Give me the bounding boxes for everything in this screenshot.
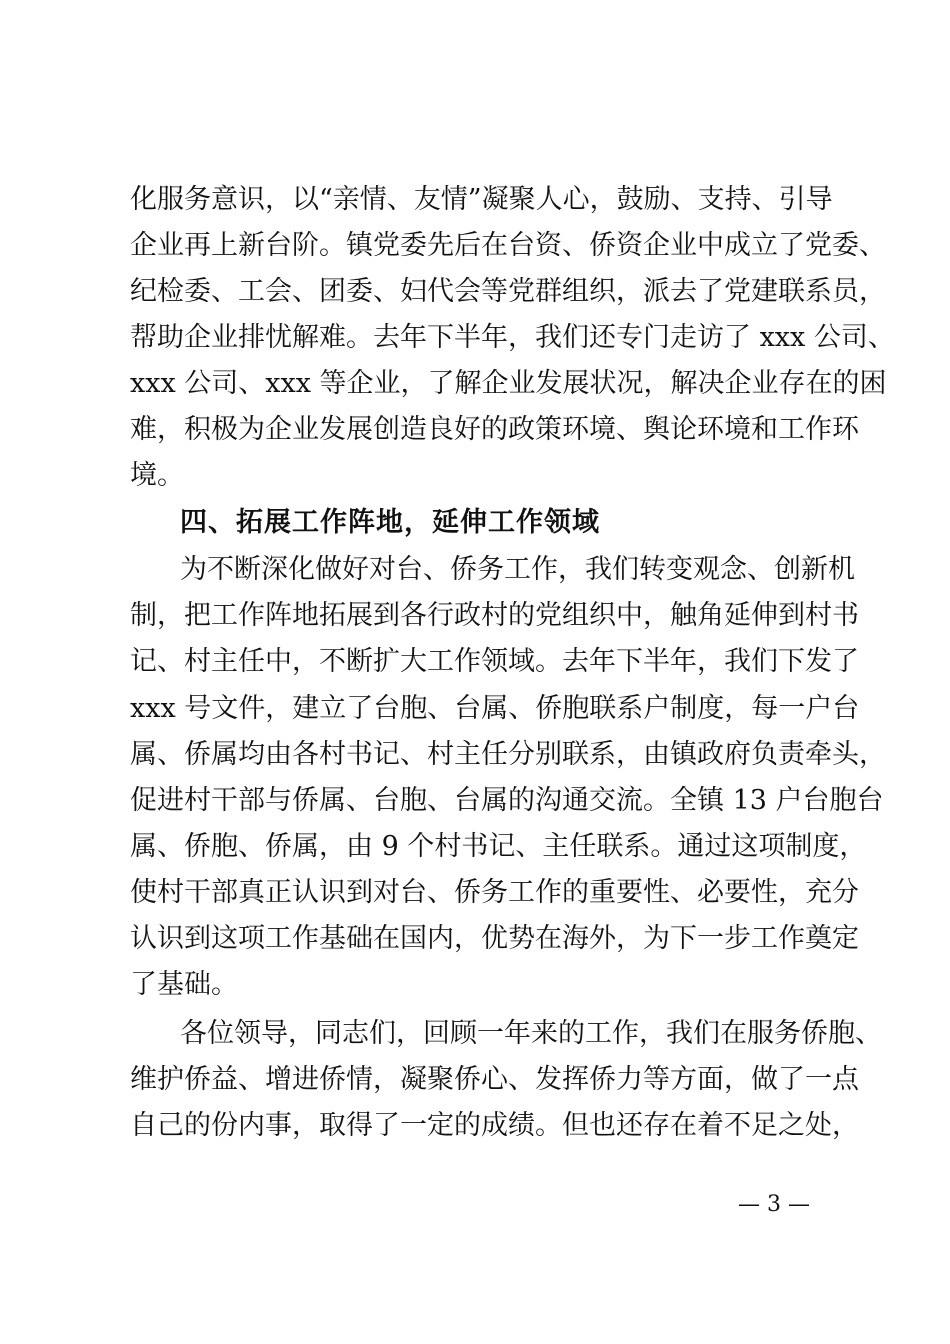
text-line: 属、侨胞、侨属，由 9 个村书记、主任联系。通过这项制度， (130, 831, 867, 862)
text-line: 为不断深化做好对台、侨务工作，我们转变观念、创新机 (180, 554, 855, 585)
page-number: — 3 — (738, 1192, 810, 1217)
text-line: 了基础。 (130, 969, 238, 1000)
text-line: 促进村干部与侨属、台胞、台属的沟通交流。全镇 13 户台胞台 (130, 785, 884, 816)
text-line: 纪检委、工会、团委、妇代会等党群组织，派去了党建联系员， (130, 276, 886, 307)
text-line: 企业再上新台阶。镇党委先后在台资、侨资企业中成立了党委、 (130, 230, 886, 261)
text-line: xxx 公司、xxx 等企业，了解企业发展状况，解决企业存在的困 (130, 368, 887, 399)
text-line: 记、村主任中，不断扩大工作领域。去年下半年，我们下发了 (130, 646, 859, 677)
text-line: 化服务意识，以“亲情、友情”凝聚人心，鼓励、支持、引导 (130, 184, 833, 215)
text-line: 自己的份内事，取得了一定的成绩。但也还存在着不足之处， (130, 1110, 859, 1141)
text-line: xxx 号文件，建立了台胞、台属、侨胞联系户制度，每一户台 (130, 693, 860, 724)
text-line: 维护侨益、增进侨情，凝聚侨心、发挥侨力等方面，做了一点 (130, 1064, 859, 1095)
text-line: 属、侨属均由各村书记、村主任分别联系，由镇政府负责牵头， (130, 739, 886, 770)
text-line: 境。 (130, 460, 184, 491)
text-line: 使村干部真正认识到对台、侨务工作的重要性、必要性，充分 (130, 877, 859, 908)
text-line: 制，把工作阵地拓展到各行政村的党组织中，触角延伸到村书 (130, 600, 859, 631)
text-line: 各位领导，同志们，回顾一年来的工作，我们在服务侨胞、 (180, 1018, 882, 1049)
section-heading: 四、拓展工作阵地，延伸工作领域 (180, 507, 600, 538)
text-line: 认识到这项工作基础在国内，优势在海外，为下一步工作奠定 (130, 923, 859, 954)
text-line: 帮助企业排忧解难。去年下半年，我们还专门走访了 xxx 公司、 (130, 322, 895, 353)
text-line: 难，积极为企业发展创造良好的政策环境、舆论环境和工作环 (130, 414, 859, 445)
